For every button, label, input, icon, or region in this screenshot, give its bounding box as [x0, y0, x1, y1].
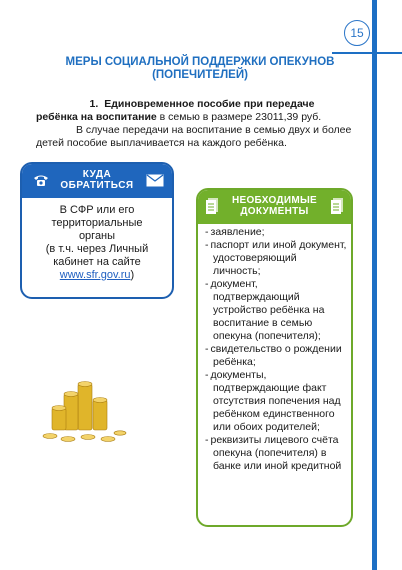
- section-number: 1.: [89, 98, 99, 110]
- section-heading-bold: ребёнка на воспитание: [36, 111, 157, 123]
- list-item: - заявление;: [205, 226, 265, 238]
- documents-list: [198, 224, 351, 473]
- required-documents-card: [196, 188, 353, 527]
- where-card-title-line2: ОБРАТИТЬСЯ: [60, 180, 134, 191]
- section-heading-rest: в семью в размере 23011,39 руб.: [156, 111, 322, 123]
- docs-card-title-line1: НЕОБХОДИМЫЕ: [231, 195, 318, 206]
- where-line2: территориальные: [51, 217, 143, 229]
- page-number-badge: 15: [344, 20, 370, 46]
- where-card-header: [22, 164, 172, 198]
- where-line4: (в т.ч. через Личный: [45, 243, 149, 255]
- phone-icon: [32, 172, 50, 188]
- where-link-suffix: ): [130, 269, 135, 281]
- page-title-line2: (ПОПЕЧИТЕЛЕЙ): [152, 69, 248, 81]
- section-heading-line2: [36, 111, 368, 124]
- section-heading: [36, 98, 368, 111]
- section-heading-line1: Единовременное пособие при передаче: [104, 98, 315, 110]
- document-icon: [330, 197, 344, 215]
- sfr-website-link[interactable]: www.sfr.gov.ru: [59, 269, 131, 281]
- document-icon: [205, 197, 219, 215]
- where-line1: В СФР или его: [59, 204, 135, 216]
- page-title-line1: МЕРЫ СОЦИАЛЬНОЙ ПОДДЕРЖКИ ОПЕКУНОВ: [65, 56, 335, 68]
- page-edge-rule: [372, 0, 377, 570]
- where-to-apply-card: [20, 162, 174, 299]
- list-item: - документ, подтверждающий устройство ребёнка на воспитание в семью опекуна (попечителя);: [205, 278, 325, 342]
- docs-card-header: [198, 190, 351, 224]
- where-line5: кабинет на сайте: [53, 256, 141, 268]
- where-card-body: [22, 198, 172, 282]
- section-paragraph: В случае передачи на воспитание в семью двух и более детей пособие выплачивается на каждого ребёнка.: [36, 124, 352, 149]
- benefit-section: [36, 98, 368, 150]
- list-item: - свидетельство о рождении ребёнка;: [205, 343, 342, 368]
- where-line3: органы: [78, 230, 116, 242]
- coins-icon: [38, 376, 128, 446]
- page-title: [50, 56, 350, 82]
- docs-card-title-line2: ДОКУМЕНТЫ: [240, 206, 309, 217]
- list-item: - паспорт или иной документ, удостоверяющий личность;: [205, 239, 347, 277]
- list-item: - документы, подтверждающие факт отсутствия попечения над ребёнком единственного или обоих родителей;: [205, 369, 341, 433]
- where-card-title-line1: КУДА: [82, 169, 112, 180]
- mail-icon: [146, 172, 164, 188]
- list-item: - реквизиты лицевого счёта опекуна (попечителя) в банке или иной кредитной: [205, 434, 342, 472]
- page-number-rule: [332, 52, 402, 54]
